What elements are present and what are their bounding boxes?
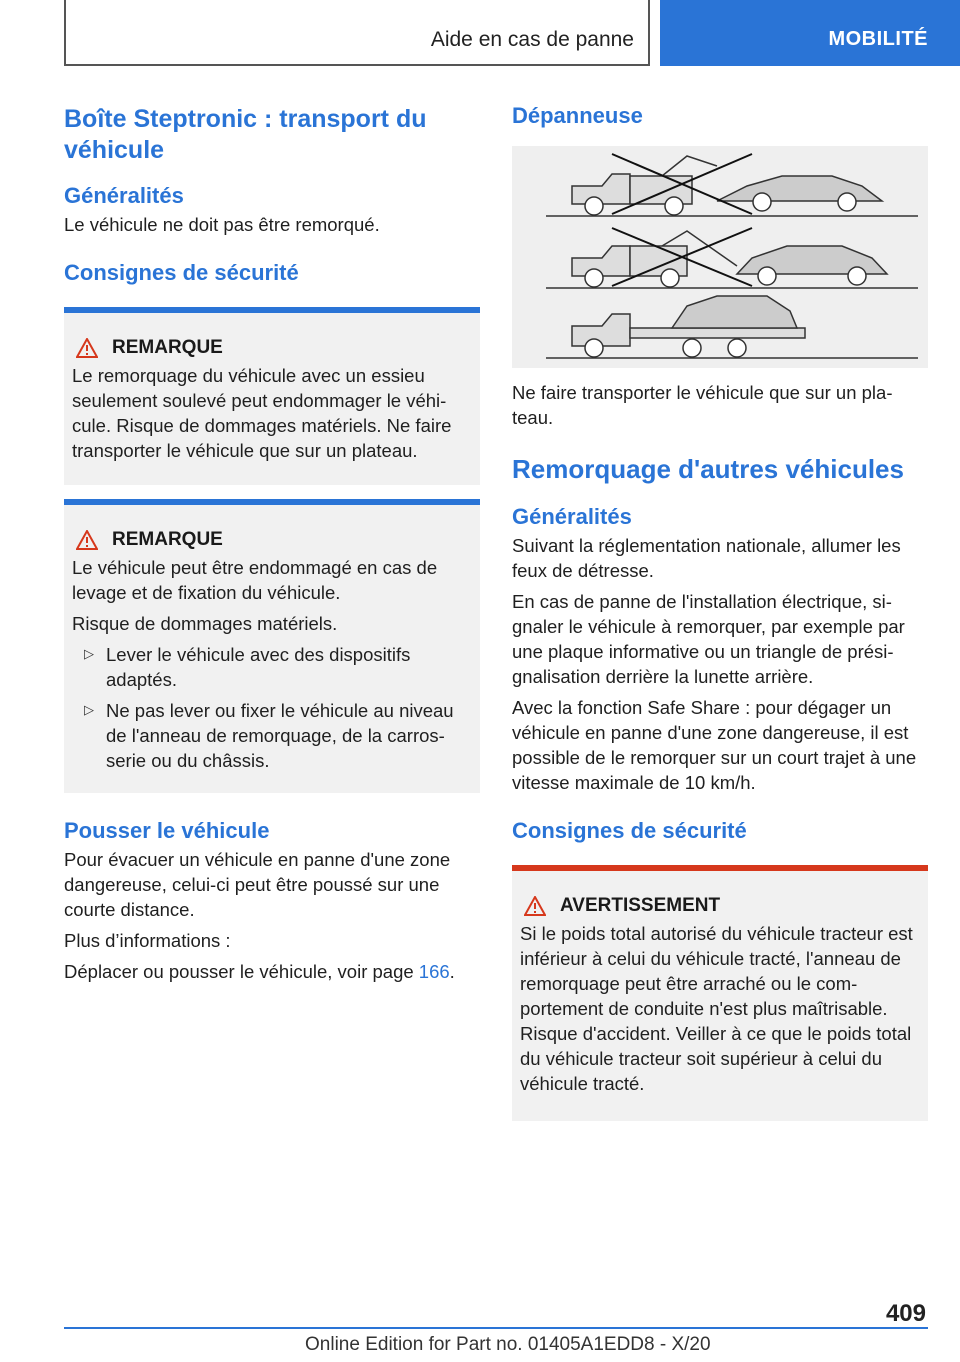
warning-triangle-icon bbox=[76, 530, 98, 550]
push-text: Pour évacuer un véhicule en panne d'une zone dangereuse, celui-ci peut être poussé sur une courte distance. bbox=[64, 849, 451, 920]
reference-text bbox=[64, 959, 480, 984]
heading-general-right: Généralités bbox=[512, 504, 632, 529]
note-text-2a: Le véhicule peut être endommagé en cas de levage et de fixation du véhicule. bbox=[72, 557, 438, 603]
page-number: 409 bbox=[885, 1300, 926, 1327]
section-header-box bbox=[64, 0, 650, 66]
chapter-label: MOBILITÉ bbox=[828, 28, 928, 50]
edition-info: Online Edition for Part no. 01405A1EDD8 - X/20 bbox=[305, 1334, 711, 1355]
tow-truck-diagram-icon bbox=[512, 146, 928, 368]
note-label-1: REMARQUE bbox=[112, 337, 223, 358]
bullet-text-1: Lever le véhicule avec des dispositifs adaptés. bbox=[106, 644, 411, 690]
chapter-tab[interactable] bbox=[660, 0, 960, 66]
general-text-3: Avec la fonction Safe Share : pour dégager un véhicule en panne d'une zone dangereuse, il est possible de le remorquer sur un court trajet à une vitesse maximale de 10 km/h. bbox=[512, 697, 917, 793]
bullet-triangle-icon: ▷ bbox=[84, 702, 94, 717]
note-box-1 bbox=[64, 307, 480, 485]
heading-push: Pousser le véhicule bbox=[64, 818, 270, 843]
more-info-text: Plus d’informations : bbox=[64, 930, 231, 951]
warning-triangle-icon bbox=[76, 338, 98, 358]
note-title-2 bbox=[72, 529, 472, 551]
warning-label: AVERTISSEMENT bbox=[560, 895, 721, 916]
bullet-triangle-icon: ▷ bbox=[84, 646, 94, 661]
heading-safety: Consignes de sécurité bbox=[64, 260, 299, 285]
list-item bbox=[72, 698, 472, 773]
list-item bbox=[72, 642, 472, 692]
reference-label: Déplacer ou pousser le véhicule, voir page bbox=[64, 961, 419, 982]
general-text: Le véhicule ne doit pas être remorqué. bbox=[64, 214, 380, 235]
footer-divider bbox=[64, 1327, 928, 1329]
note-box-2 bbox=[64, 499, 480, 793]
note-title-1 bbox=[72, 337, 472, 359]
section-title: Aide en cas de panne bbox=[430, 28, 634, 51]
tow-truck-illustration bbox=[512, 146, 928, 368]
note-text-2b: Risque de dommages matériels. bbox=[72, 613, 338, 634]
tow-caption: Ne faire transporter le véhicule que sur un pla-teau. bbox=[512, 382, 893, 428]
warning-box bbox=[512, 865, 928, 1121]
reference-end: . bbox=[449, 961, 455, 982]
note-text-1: Le remorquage du véhicule avec un essieu seulement soulevé peut endommager le véhi-cule. Risque de dommages matériels. Ne faire transporter le véhicule que sur un plateau. bbox=[72, 365, 452, 461]
warning-triangle-icon bbox=[524, 896, 546, 916]
heading-safety-right: Consignes de sécurité bbox=[512, 818, 747, 843]
page-reference-link[interactable]: 166 bbox=[418, 961, 450, 982]
bullet-text-2: Ne pas lever ou fixer le véhicule au niveau de l'anneau de remorquage, de la carros-serie ou du châssis. bbox=[106, 700, 454, 771]
left-column bbox=[64, 100, 480, 984]
section-title-towing: Remorquage d'autres véhicules bbox=[512, 454, 904, 484]
warning-text: Si le poids total autorisé du véhicule tracteur est inférieur à celui du véhicule tracté, l'anneau de remorquage peut être arraché ou le com-portement de conduite n'est plus maîtrisable. Risque d'accident. Veiller à ce que le poids total du véhicule tracteur soit supérieur à celui du véhicule tracté. bbox=[520, 923, 913, 1094]
warning-title bbox=[520, 895, 920, 917]
section-title-steptronic: Boîte Steptronic : transport du véhicule bbox=[64, 105, 427, 164]
general-text-1: Suivant la réglementation nationale, allumer les feux de détresse. bbox=[512, 535, 901, 581]
heading-tow-truck: Dépanneuse bbox=[512, 103, 643, 128]
page-header bbox=[0, 0, 960, 66]
general-text-2: En cas de panne de l'installation électrique, si-gnaler le véhicule à remorquer, par exemple par une plaque informative ou un triangle de prési-gnalisation derrière la lunette arrière. bbox=[512, 591, 905, 687]
note-label-2: REMARQUE bbox=[112, 529, 223, 550]
right-column bbox=[512, 100, 928, 1121]
heading-general: Généralités bbox=[64, 183, 184, 208]
